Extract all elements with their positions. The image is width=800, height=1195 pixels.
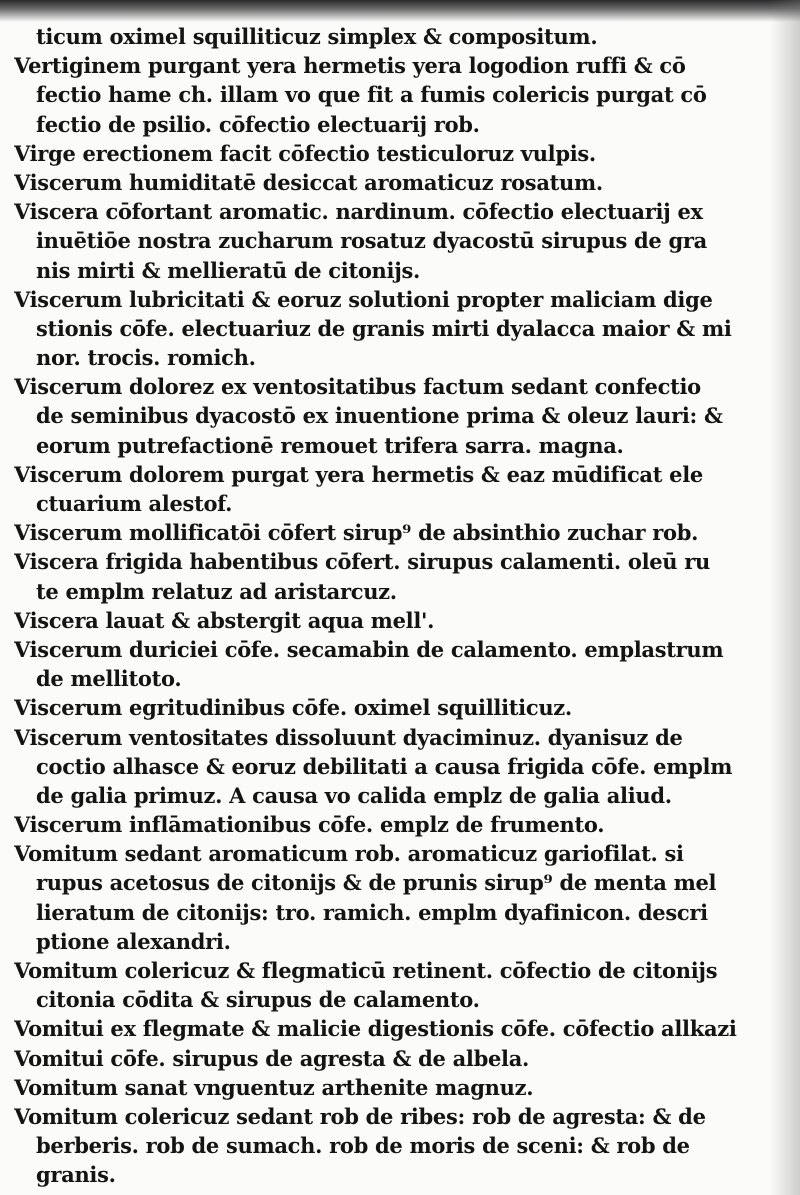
text-line: Viscera lauat & abstergit aqua mell'. — [14, 607, 435, 633]
text-line: granis. — [36, 1162, 116, 1188]
text-line: Viscerum egritudinibus cōfe. oximel squilliticuz. — [14, 695, 572, 721]
text-line: Vomitum colericuz sedant rob de ribes: rob de agresta: & de — [14, 1103, 706, 1129]
text-line: Viscerum ventositates dissoluunt dyaciminuz. dyanisuz de — [14, 724, 683, 750]
text-line: de mellitoto. — [36, 666, 182, 692]
text-line: stionis cōfe. electuariuz de granis mirti dyalacca maior & mi — [36, 315, 732, 341]
text-line: Viscera frigida habentibus cōfert. sirupus calamenti. oleū ru — [14, 549, 711, 575]
page-top-edge — [0, 0, 800, 22]
text-line: de seminibus dyacostō ex inuentione prima & oleuz lauri: & — [36, 403, 723, 429]
text-line: Viscerum humiditatē desiccat aromaticuz rosatum. — [14, 169, 603, 195]
text-line: Viscerum dolorem purgat yera hermetis & eaz mūdificat ele — [14, 461, 703, 487]
text-line: ticum oximel squilliticuz simplex & compositum. — [36, 24, 598, 49]
page-edge-shadow — [770, 0, 800, 1195]
text-line: rupus acetosus de citonijs & de prunis sirup⁹ de menta mel — [36, 870, 717, 896]
text-line: ptione alexandri. — [36, 928, 231, 954]
text-line: citonia cōdita & sirupus de calamento. — [36, 987, 480, 1013]
text-line: ctuarium alestof. — [36, 491, 233, 516]
text-line: de galia primuz. A causa vo calida emplz de galia aliud. — [36, 782, 672, 808]
text-line: Viscerum duriciei cōfe. secamabin de calamento. emplastrum — [14, 636, 724, 662]
text-line: te emplm relatuz ad aristarcuz. — [36, 578, 397, 604]
text-line: eorum putrefactionē remouet trifera sarra. magna. — [36, 432, 624, 458]
text-line: Vomitum sedant aromaticum rob. aromaticuz gariofilat. si — [14, 841, 684, 867]
text-line: fectio de psilio. cōfectio electuarij rob. — [36, 111, 480, 137]
text-line: berberis. rob de sumach. rob de moris de sceni: & rob de — [36, 1133, 690, 1159]
text-line: Virge erectionem facit cōfectio testiculoruz vulpis. — [14, 140, 596, 166]
text-line: Vomitui cōfe. sirupus de agresta & de albela. — [14, 1045, 530, 1071]
text-line: nor. trocis. romich. — [36, 345, 256, 371]
text-line: fectio hame ch. illam vo que fit a fumis colericis purgat cō — [36, 82, 707, 108]
text-line: coctio alhasce & eoruz debilitati a causa frigida cōfe. emplm — [36, 753, 733, 779]
text-line: Viscerum dolorez ex ventositatibus factum sedant confectio — [14, 374, 701, 400]
text-line: Viscerum mollificatōi cōfert sirup⁹ de absinthio zuchar rob. — [14, 520, 699, 546]
text-line: Vertiginem purgant yera hermetis yera logodion ruffi & cō — [14, 53, 686, 79]
text-line: Viscerum inflāmationibus cōfe. emplz de frumento. — [14, 812, 605, 838]
text-line: lieratum de citonijs: tro. ramich. emplm dyafinicon. descri — [36, 899, 708, 925]
text-line: Viscerum lubricitati & eoruz solutioni propter maliciam dige — [14, 286, 713, 312]
text-line: inuētiōe nostra zucharum rosatuz dyacostū sirupus de gra — [36, 228, 707, 254]
text-line: Vomitui ex flegmate & malicie digestionis cōfe. cōfectio allkazi — [14, 1016, 737, 1042]
text-line: Viscera cōfortant aromatic. nardinum. cōfectio electuarij ex — [14, 199, 703, 225]
text-body — [14, 22, 774, 1190]
text-line: Vomitum sanat vnguentuz arthenite magnuz. — [14, 1074, 534, 1100]
text-line: nis mirti & mellieratū de citonijs. — [36, 257, 421, 283]
text-line: Vomitum colericuz & flegmaticū retinent. cōfectio de citonijs — [14, 958, 718, 983]
